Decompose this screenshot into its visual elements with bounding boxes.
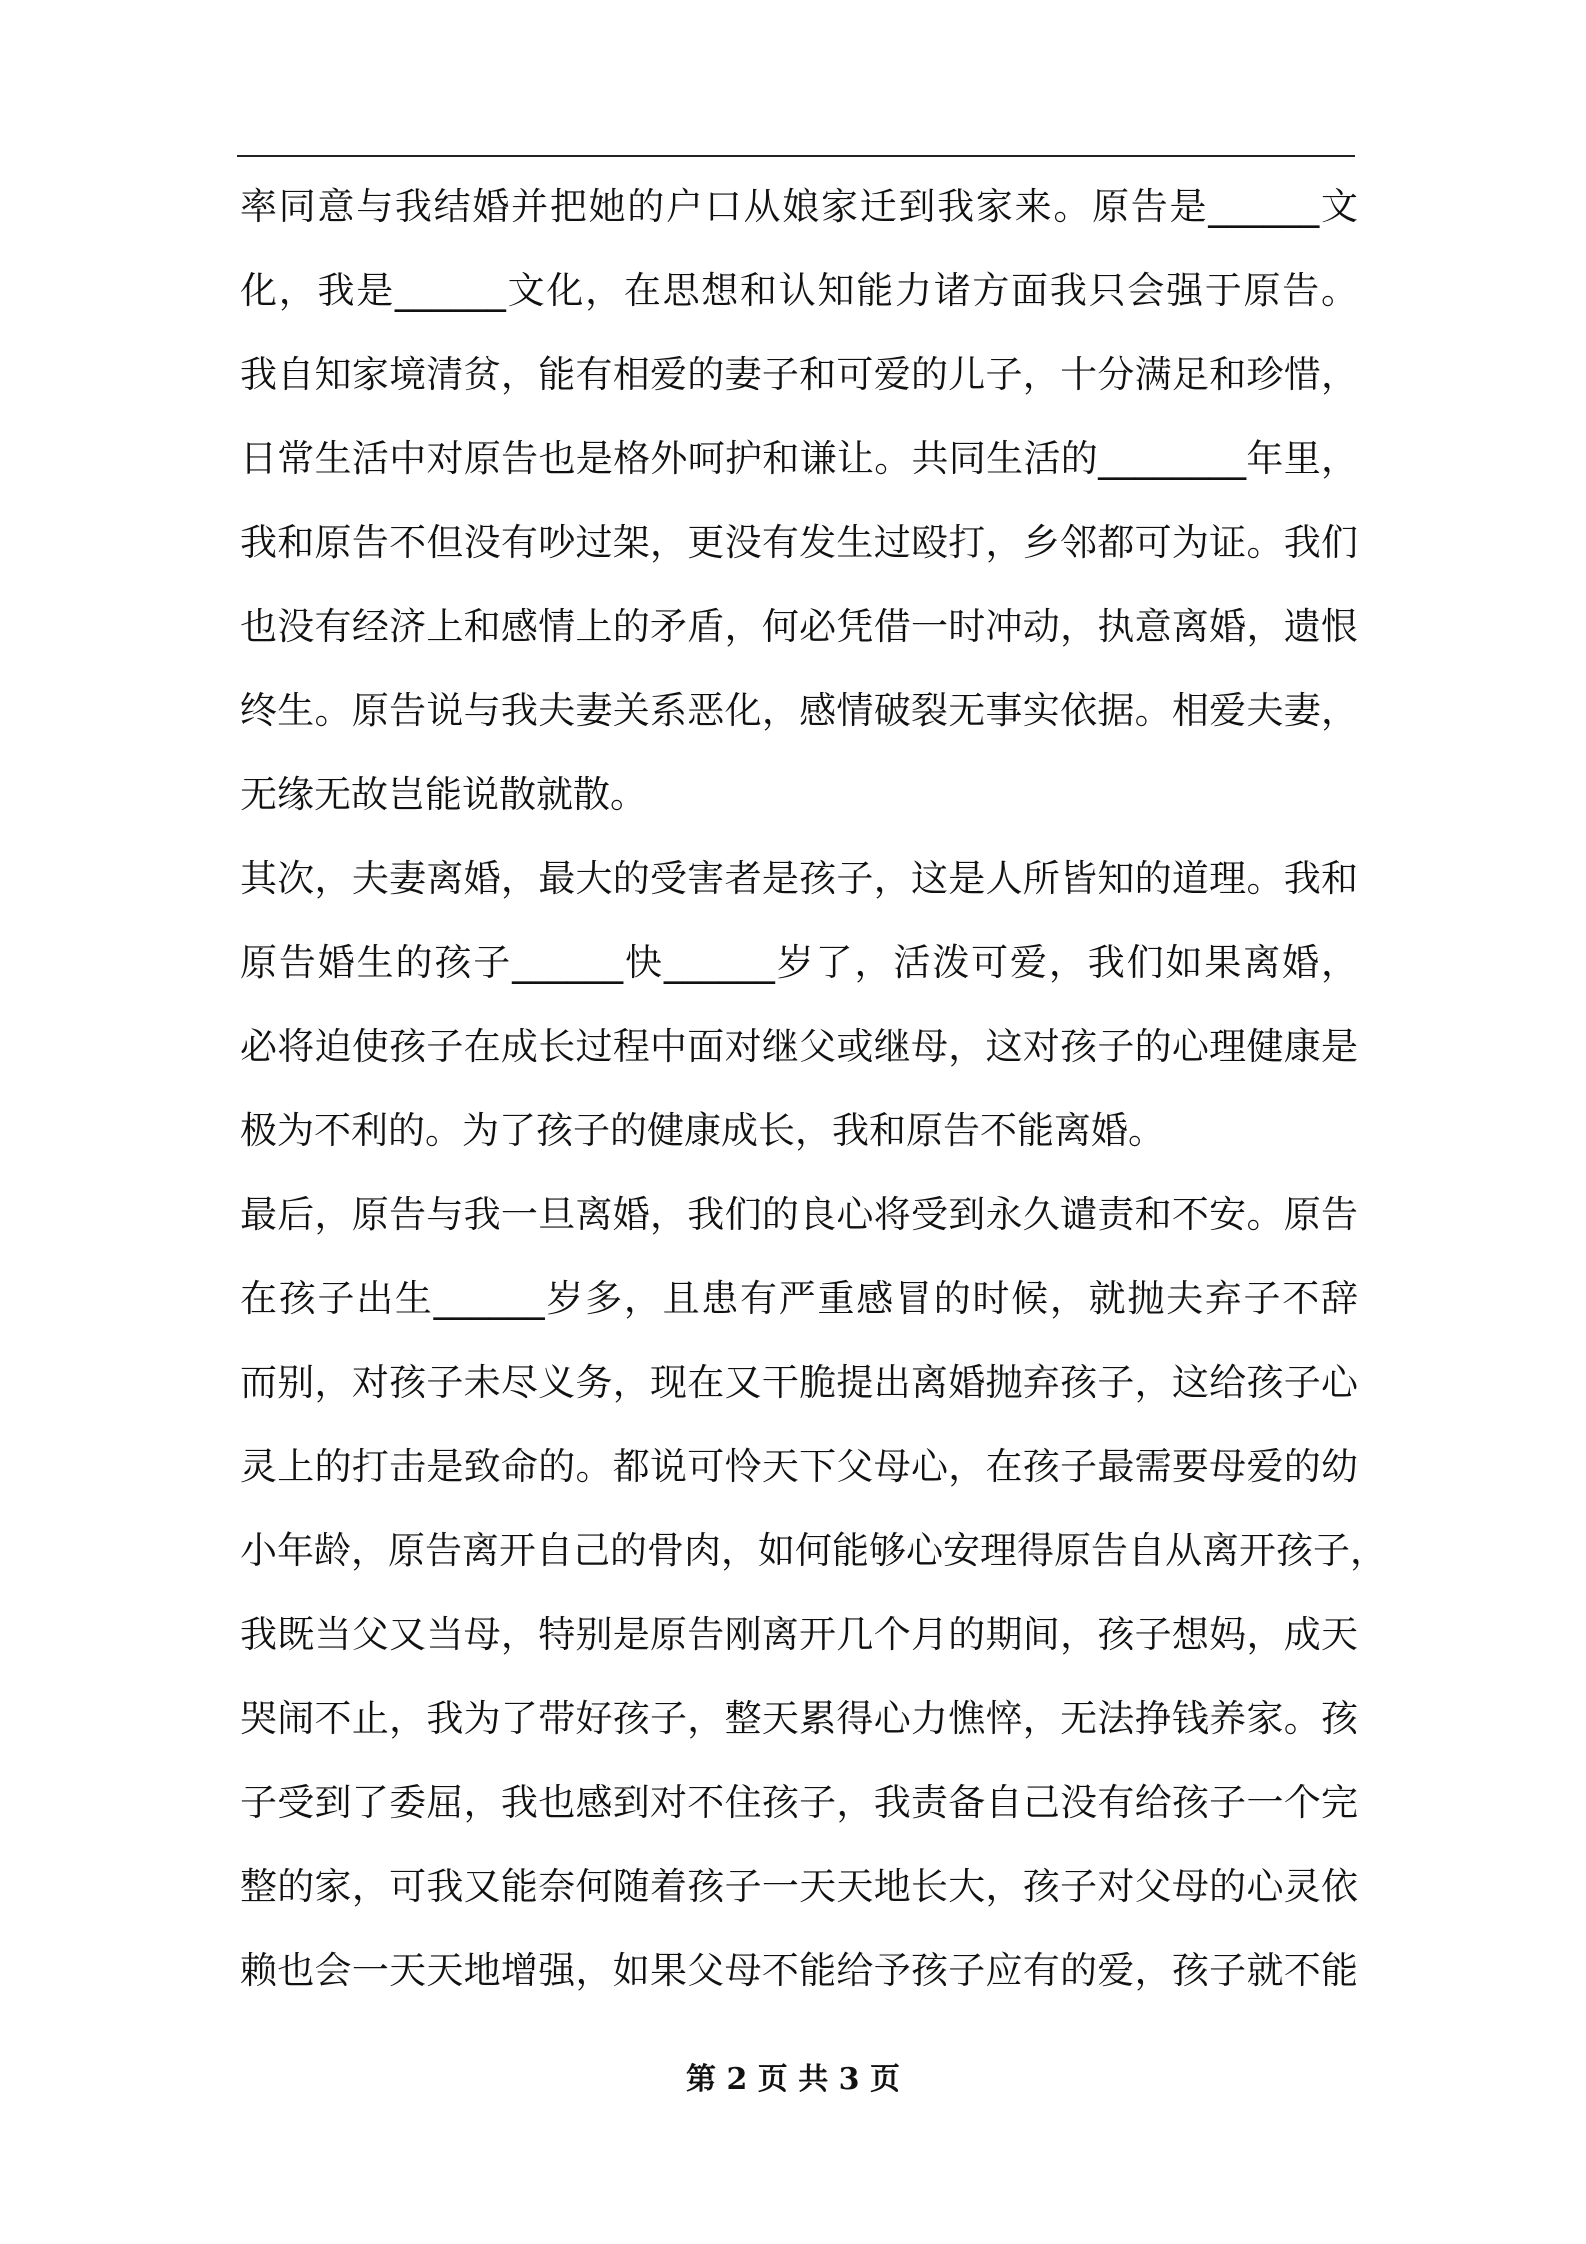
text-line-10: 原告婚生的孩子______快______岁了，活泼可爱，我们如果离婚， xyxy=(240,941,1358,984)
document-body xyxy=(240,165,1387,2013)
text-line-11: 必将迫使孩子在成长过程中面对继父或继母，这对孩子的心理健康是 xyxy=(240,1025,1358,1068)
text-line-12: 极为不利的。为了孩子的健康成长，我和原告不能离婚。 xyxy=(240,1109,1165,1152)
text-line-21: 整的家，可我又能奈何随着孩子一天天地长大，孩子对父母的心灵依 xyxy=(240,1865,1358,1908)
text-line-1: 率同意与我结婚并把她的户口从娘家迁到我家来。原告是______文 xyxy=(240,185,1358,228)
text-line-13: 最后，原告与我一旦离婚，我们的良心将受到永久谴责和不安。原告 xyxy=(240,1193,1358,1236)
text-line-20: 子受到了委屈，我也感到对不住孩子，我责备自己没有给孩子一个完 xyxy=(240,1781,1358,1824)
text-line-6: 也没有经济上和感情上的矛盾，何必凭借一时冲动，执意离婚，遗恨 xyxy=(240,605,1358,648)
text-line-17: 小年龄，原告离开自己的骨肉，如何能够心安理得原告自从离开孩子， xyxy=(240,1529,1387,1572)
text-line-8: 无缘无故岂能说散就散。 xyxy=(240,773,647,816)
text-line-14: 在孩子出生______岁多，且患有严重感冒的时候，就抛夫弃子不辞 xyxy=(240,1277,1358,1320)
text-line-2: 化，我是______文化，在思想和认知能力诸方面我只会强于原告。 xyxy=(240,269,1358,312)
page-footer xyxy=(0,2060,1586,2100)
text-line-15: 而别，对孩子未尽义务，现在又干脆提出离婚抛弃孩子，这给孩子心 xyxy=(240,1361,1358,1404)
text-line-4: 日常生活中对原告也是格外呵护和谦让。共同生活的________年里， xyxy=(240,437,1358,480)
text-line-3: 我自知家境清贫，能有相爱的妻子和可爱的儿子，十分满足和珍惜， xyxy=(240,353,1358,396)
page-number-label: 第 2 页 共 3 页 xyxy=(686,2062,900,2097)
text-line-9: 其次，夫妻离婚，最大的受害者是孩子，这是人所皆知的道理。我和 xyxy=(240,857,1358,900)
header-rule xyxy=(237,155,1355,157)
text-line-19: 哭闹不止，我为了带好孩子，整天累得心力憔悴，无法挣钱养家。孩 xyxy=(240,1697,1358,1740)
text-line-5: 我和原告不但没有吵过架，更没有发生过殴打，乡邻都可为证。我们 xyxy=(240,521,1358,564)
text-line-7: 终生。原告说与我夫妻关系恶化，感情破裂无事实依据。相爱夫妻， xyxy=(240,689,1358,732)
text-line-22: 赖也会一天天地增强，如果父母不能给予孩子应有的爱，孩子就不能 xyxy=(240,1949,1358,1992)
text-line-16: 灵上的打击是致命的。都说可怜天下父母心，在孩子最需要母爱的幼 xyxy=(240,1445,1358,1488)
text-line-18: 我既当父又当母，特别是原告刚离开几个月的期间，孩子想妈，成天 xyxy=(240,1613,1358,1656)
